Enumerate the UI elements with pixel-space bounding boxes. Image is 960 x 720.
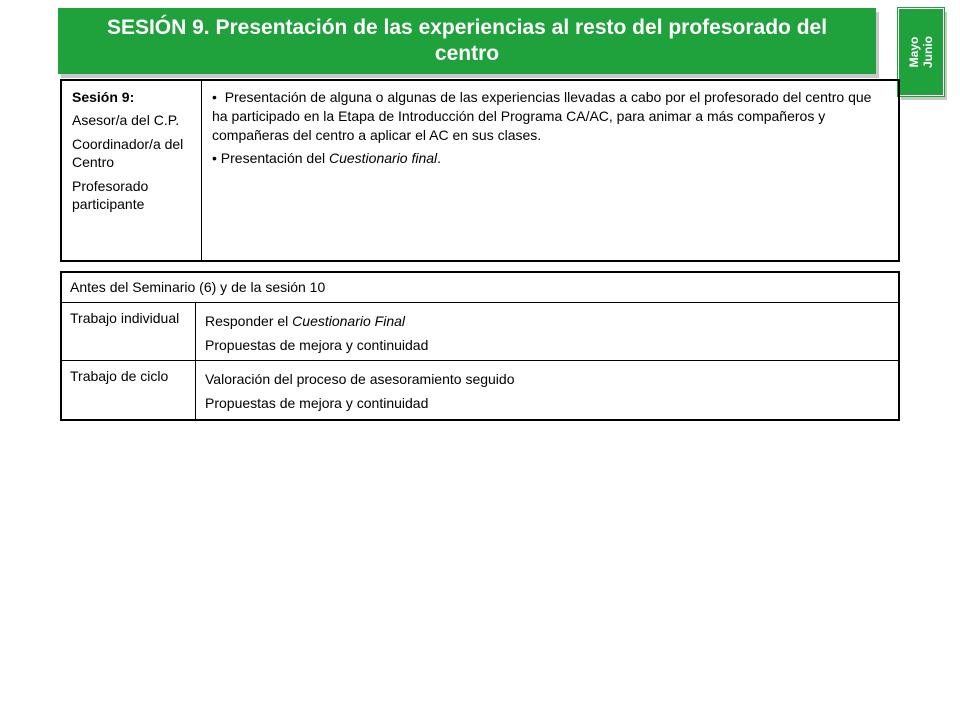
- date-month-end: Junio: [921, 36, 935, 68]
- session-bullet-2-suffix: .: [437, 150, 442, 166]
- role-advisor: Asesor/a del C.P.: [72, 112, 180, 128]
- row-line: Propuestas de mejora y continuidad: [205, 395, 429, 411]
- title-banner: [58, 8, 876, 74]
- role-coordinator: Coordinador/a del Centro: [72, 136, 184, 170]
- session-participants-cell: [62, 81, 202, 260]
- table-row: [62, 361, 898, 419]
- activities-header: Antes del Seminario (6) y de la sesión 10: [62, 273, 898, 303]
- date-tag-text: [907, 36, 935, 68]
- row-label-individual: Trabajo individual: [62, 303, 196, 360]
- table-row: [62, 303, 898, 361]
- row-label-cycle: Trabajo de ciclo: [62, 361, 196, 419]
- role-teachers: Profesorado participante: [72, 178, 149, 212]
- session-bullet-2: [212, 149, 888, 168]
- row-body-individual: [196, 303, 898, 360]
- page-title: SESIÓN 9. Presentación de las experiencias al resto del profesorado del centro: [106, 16, 828, 65]
- row-body-cycle: [196, 361, 898, 419]
- date-tag: [898, 8, 944, 96]
- session-bullet-1-text: Presentación de alguna o algunas de las experiencias llevadas a cabo por el profesorado del centro que ha participado en la Etapa de Introducción del Programa CA/AC, para animar a más compañeros y compañeras del centro a aplicar el AC en sus clases.: [212, 89, 872, 143]
- session-bullet-2-emphasis: Cuestionario final: [328, 150, 438, 166]
- session-table: [60, 79, 900, 262]
- row-line: Propuestas de mejora y continuidad: [205, 337, 429, 353]
- bullet-marker: •: [212, 89, 225, 105]
- date-month-start: Mayo: [907, 36, 921, 68]
- session-bullet-1: [212, 88, 888, 145]
- session-content-cell: [202, 81, 898, 260]
- row-line: [205, 309, 888, 333]
- activities-table: [60, 271, 900, 421]
- row-line-emphasis: Cuestionario Final: [292, 313, 406, 329]
- bullet-marker: •: [212, 150, 221, 166]
- session-bullet-2-prefix: Presentación del: [220, 150, 329, 166]
- session-heading: Sesión 9:: [72, 89, 135, 105]
- row-line-prefix: Responder el: [205, 313, 293, 329]
- row-line: Valoración del proceso de asesoramiento seguido: [205, 371, 515, 387]
